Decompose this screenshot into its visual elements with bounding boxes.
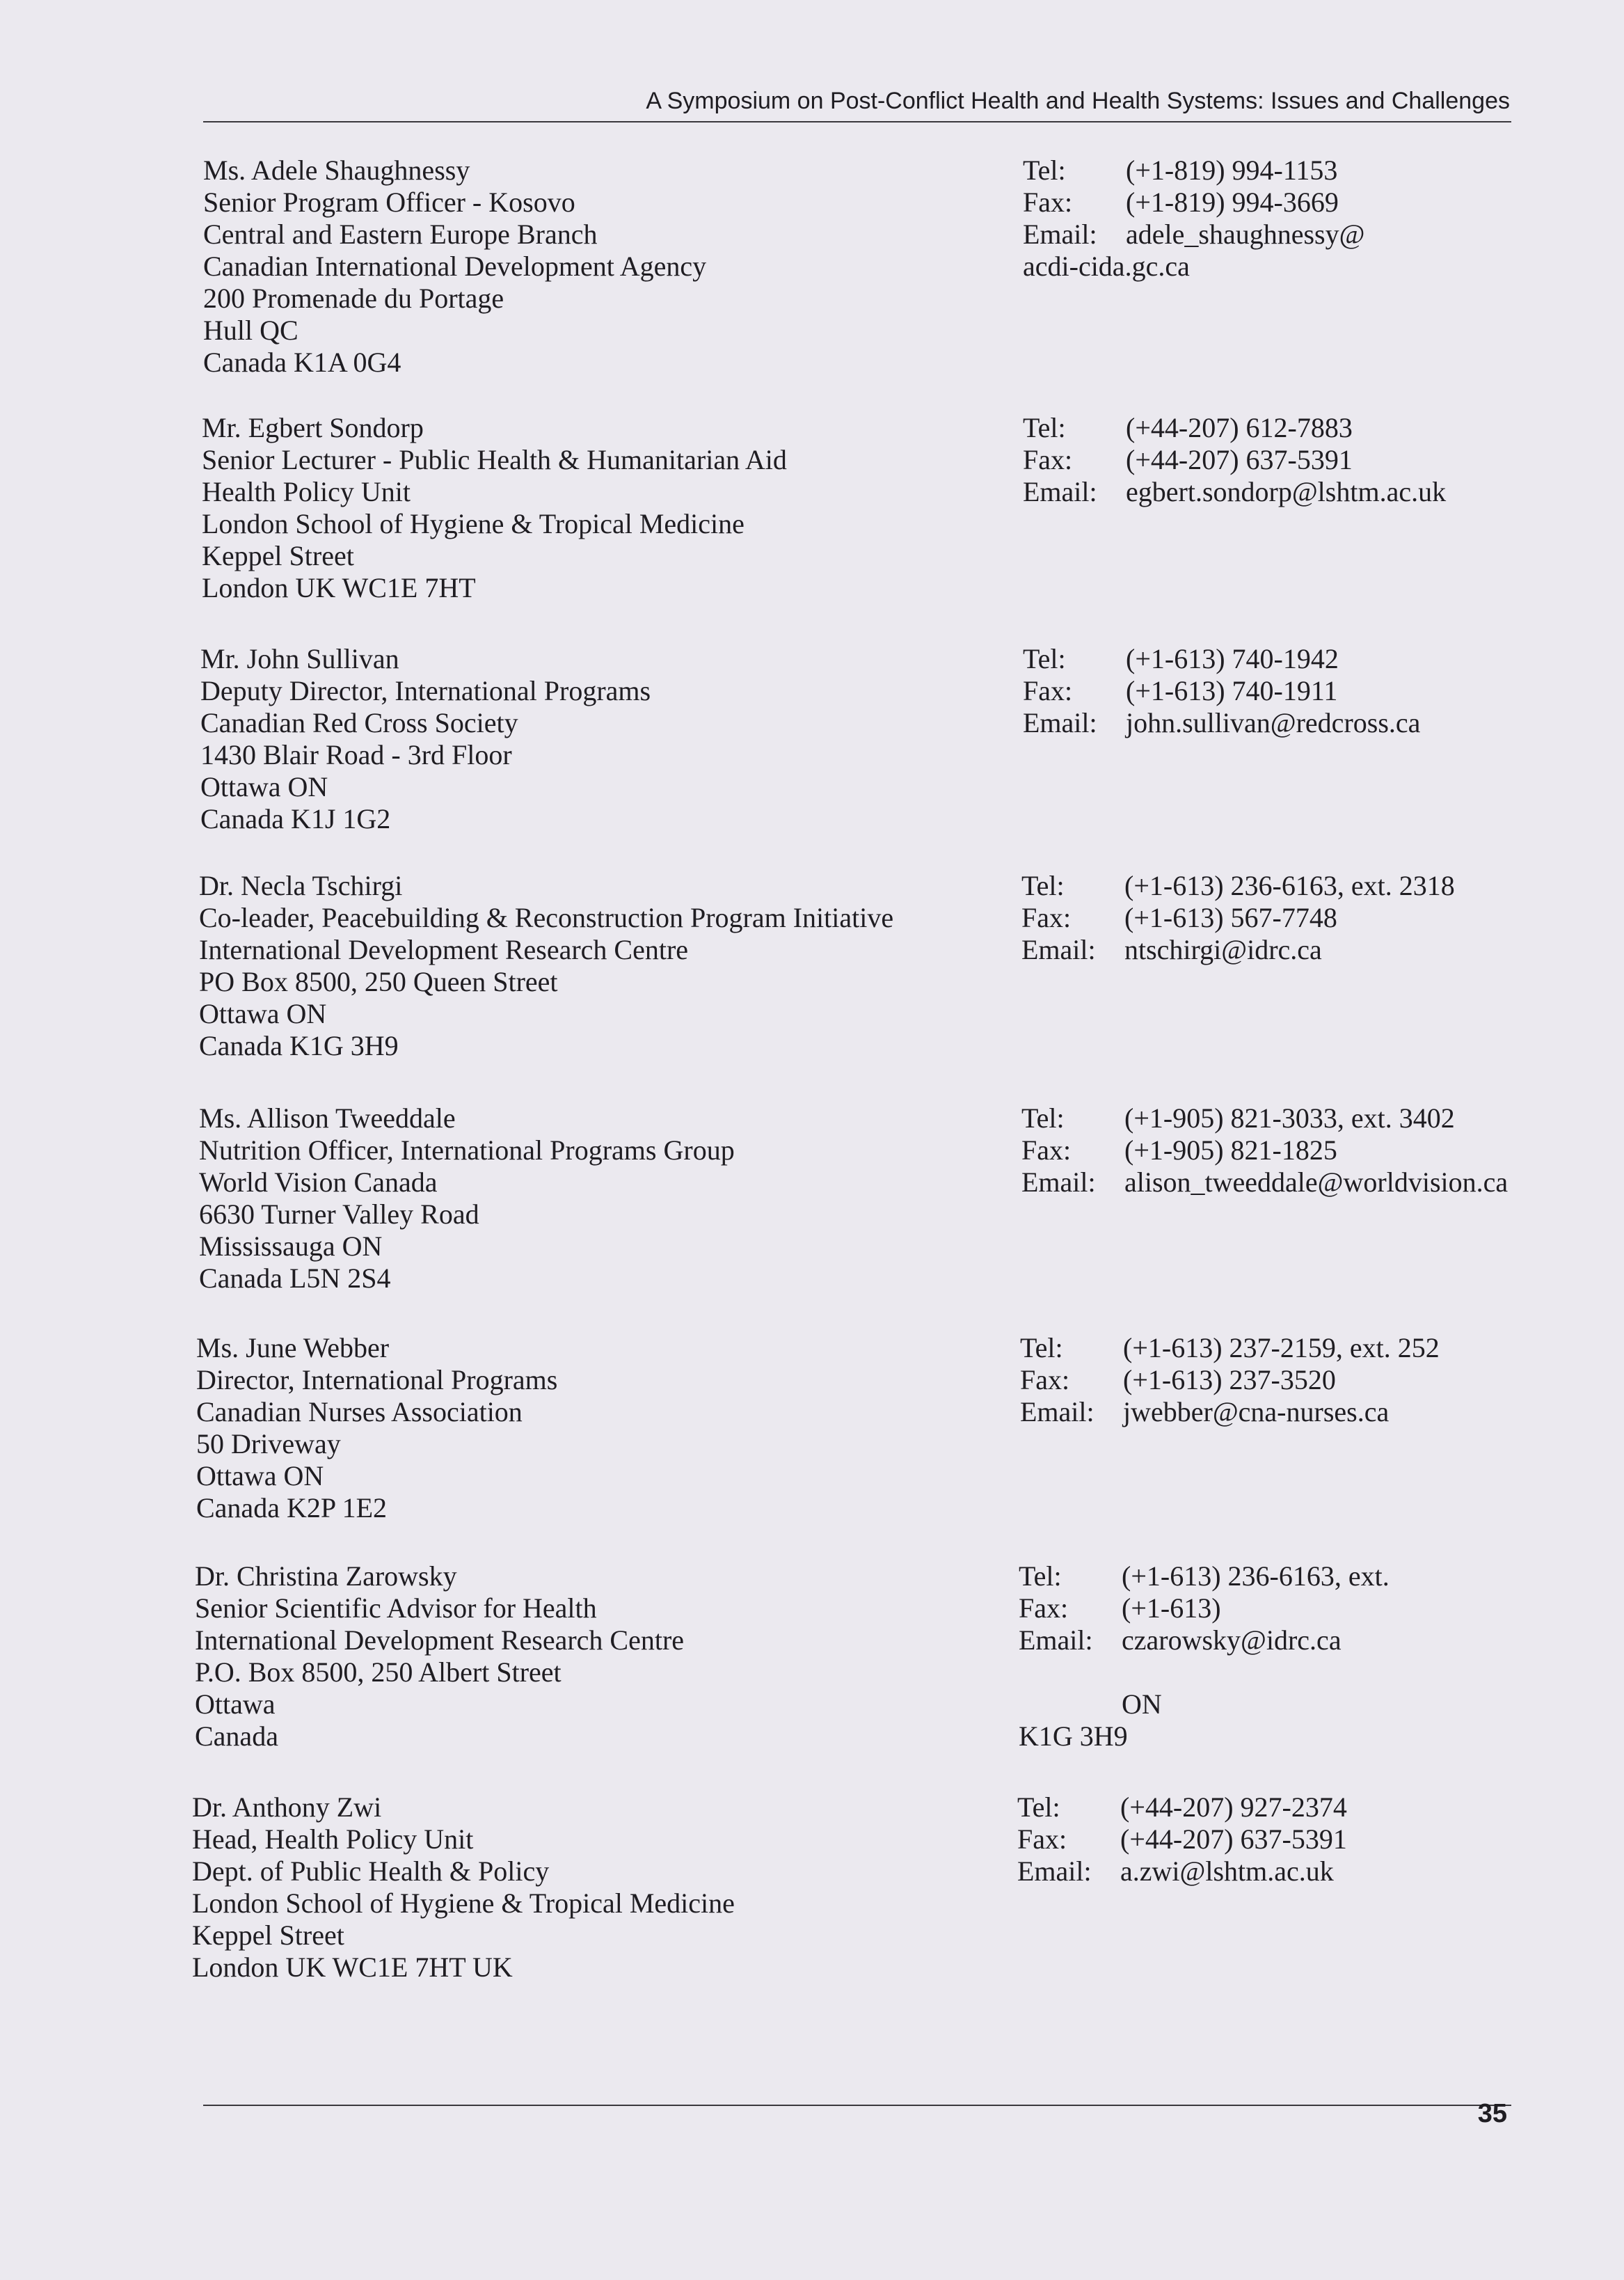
tel-label: Tel:	[1023, 155, 1066, 186]
tel-value: (+1-819) 994-1153	[1126, 155, 1338, 186]
contact-address	[199, 870, 893, 1062]
contact-address	[192, 1791, 735, 1984]
fax-value: (+1-613) 740-1911	[1126, 675, 1338, 706]
contact-name: Dr. Necla Tschirgi	[199, 870, 403, 901]
contact-address	[199, 1102, 735, 1295]
contact-address	[203, 155, 706, 379]
tel-label: Tel:	[1019, 1560, 1062, 1592]
contact-country: Canada K1J 1G2	[200, 803, 391, 834]
contact-city: London UK WC1E 7HT UK	[192, 1952, 513, 1983]
email-value: john.sullivan@redcross.ca	[1126, 707, 1421, 738]
contact-organization: London School of Hygiene & Tropical Medicine	[202, 508, 745, 539]
contact-unit: Dept. of Public Health & Policy	[192, 1855, 550, 1887]
email-continuation: acdi-cida.gc.ca	[1023, 251, 1190, 282]
contact-title: Deputy Director, International Programs	[200, 675, 651, 706]
contact-organization: Canadian Nurses Association	[196, 1396, 523, 1427]
tel-value: (+1-613) 237-2159, ext. 252	[1123, 1332, 1440, 1363]
running-header: A Symposium on Post-Conflict Health and Health Systems: Issues and Challenges	[646, 88, 1510, 114]
email-label: Email:	[1020, 1396, 1094, 1427]
tel-label: Tel:	[1020, 1332, 1063, 1363]
contact-organization: Canadian Red Cross Society	[200, 707, 518, 738]
contact-street: Keppel Street	[192, 1919, 344, 1951]
email-label: Email:	[1023, 476, 1097, 507]
email-value: jwebber@cna-nurses.ca	[1123, 1396, 1390, 1427]
contact-street: 1430 Blair Road - 3rd Floor	[200, 739, 512, 770]
fax-value: (+1-613) 237-3520	[1123, 1364, 1336, 1395]
email-label: Email:	[1023, 219, 1097, 250]
page-number: 35	[1477, 2099, 1507, 2128]
contact-organization: International Development Research Centre	[199, 934, 689, 965]
tel-value: (+44-207) 927-2374	[1120, 1791, 1347, 1823]
contact-name: Ms. Adele Shaughnessy	[203, 155, 470, 186]
fax-label: Fax:	[1021, 902, 1072, 933]
fax-value: (+1-905) 821-1825	[1124, 1134, 1337, 1166]
contact-details	[1021, 870, 1455, 966]
fax-value: (+1-819) 994-3669	[1126, 187, 1339, 218]
contact-country: Canada L5N 2S4	[199, 1262, 391, 1294]
email-value: czarowsky@idrc.ca	[1122, 1624, 1342, 1656]
contact-street: Keppel Street	[202, 540, 354, 571]
fax-label: Fax:	[1023, 187, 1073, 218]
province-fragment: ON	[1122, 1688, 1162, 1720]
fax-label: Fax:	[1023, 675, 1073, 706]
fax-label: Fax:	[1017, 1823, 1067, 1855]
contact-details	[1020, 1332, 1440, 1428]
contact-details	[1017, 1791, 1347, 1887]
tel-label: Tel:	[1023, 412, 1066, 443]
tel-value: (+1-613) 236-6163, ext.	[1122, 1560, 1390, 1592]
fax-label: Fax:	[1021, 1134, 1072, 1166]
contact-title: Senior Program Officer - Kosovo	[203, 187, 575, 218]
fax-value: (+1-613) 567-7748	[1124, 902, 1337, 933]
contact-country: Canada K2P 1E2	[196, 1492, 388, 1523]
email-label: Email:	[1021, 1166, 1096, 1198]
email-label: Email:	[1019, 1624, 1093, 1656]
contact-title: Head, Health Policy Unit	[192, 1823, 474, 1855]
fax-label: Fax:	[1019, 1592, 1069, 1624]
contact-address	[195, 1560, 684, 1752]
footer-rule	[203, 2105, 1511, 2106]
contact-title: Director, International Programs	[196, 1364, 558, 1395]
contact-organization: World Vision Canada	[199, 1166, 438, 1198]
contact-title: Nutrition Officer, International Programs Group	[199, 1134, 735, 1166]
email-label: Email:	[1021, 934, 1096, 965]
contact-city: Ottawa ON	[196, 1460, 324, 1491]
contact-details	[1021, 1102, 1508, 1198]
fax-label: Fax:	[1023, 444, 1073, 475]
contact-street: 6630 Turner Valley Road	[199, 1198, 479, 1230]
contact-country: Canada	[195, 1720, 278, 1752]
contact-details	[1023, 412, 1446, 508]
contact-city: Ottawa	[195, 1688, 276, 1720]
email-label: Email:	[1023, 707, 1097, 738]
tel-value: (+1-613) 236-6163, ext. 2318	[1124, 870, 1455, 901]
contact-city: Hull QC	[203, 315, 298, 346]
fax-label: Fax:	[1020, 1364, 1070, 1395]
contact-city: Mississauga ON	[199, 1230, 383, 1262]
contact-details	[1023, 155, 1364, 283]
fax-value: (+1-613)	[1122, 1592, 1221, 1624]
contact-street: 200 Promenade du Portage	[203, 283, 504, 314]
contact-name: Ms. Allison Tweeddale	[199, 1102, 456, 1134]
contact-name: Mr. John Sullivan	[200, 643, 399, 674]
contact-organization: London School of Hygiene & Tropical Medicine	[192, 1887, 735, 1919]
email-value: alison_tweeddale@worldvision.ca	[1124, 1166, 1508, 1198]
contact-unit: Health Policy Unit	[202, 476, 411, 507]
email-label: Email:	[1017, 1855, 1092, 1887]
contact-country: Canada K1A 0G4	[203, 347, 401, 378]
contact-title: Senior Scientific Advisor for Health	[195, 1592, 597, 1624]
email-value: ntschirgi@idrc.ca	[1124, 934, 1322, 965]
contact-country: Canada K1G 3H9	[199, 1030, 399, 1061]
contact-details	[1019, 1560, 1390, 1752]
contact-unit: Central and Eastern Europe Branch	[203, 219, 598, 250]
tel-label: Tel:	[1021, 870, 1065, 901]
postal-code-fragment: K1G 3H9	[1019, 1720, 1128, 1752]
contact-address	[202, 412, 787, 604]
contact-name: Ms. June Webber	[196, 1332, 390, 1363]
tel-label: Tel:	[1017, 1791, 1060, 1823]
contact-name: Dr. Christina Zarowsky	[195, 1560, 457, 1592]
contact-title: Co-leader, Peacebuilding & Reconstruction Program Initiative	[199, 902, 894, 933]
email-value: adele_shaughnessy@	[1126, 219, 1365, 250]
tel-label: Tel:	[1023, 643, 1066, 674]
contact-city: Ottawa ON	[199, 998, 327, 1029]
contact-street: P.O. Box 8500, 250 Albert Street	[195, 1656, 562, 1688]
header-rule	[203, 121, 1511, 122]
fax-value: (+44-207) 637-5391	[1126, 444, 1353, 475]
contact-city: Ottawa ON	[200, 771, 328, 802]
email-value: a.zwi@lshtm.ac.uk	[1120, 1855, 1334, 1887]
email-value: egbert.sondorp@lshtm.ac.uk	[1126, 476, 1447, 507]
contact-organization: Canadian International Development Agency	[203, 251, 707, 282]
contact-name: Mr. Egbert Sondorp	[202, 412, 424, 443]
tel-label: Tel:	[1021, 1102, 1065, 1134]
contact-name: Dr. Anthony Zwi	[192, 1791, 382, 1823]
tel-value: (+1-613) 740-1942	[1126, 643, 1339, 674]
contact-city: London UK WC1E 7HT	[202, 572, 476, 603]
contact-organization: International Development Research Centre	[195, 1624, 685, 1656]
contact-street: 50 Driveway	[196, 1428, 341, 1459]
contact-details	[1023, 643, 1420, 739]
contact-address	[200, 643, 651, 835]
tel-value: (+1-905) 821-3033, ext. 3402	[1124, 1102, 1455, 1134]
contact-street: PO Box 8500, 250 Queen Street	[199, 966, 558, 997]
contact-address	[196, 1332, 557, 1524]
tel-value: (+44-207) 612-7883	[1126, 412, 1353, 443]
fax-value: (+44-207) 637-5391	[1120, 1823, 1347, 1855]
contact-title: Senior Lecturer - Public Health & Humanitarian Aid	[202, 444, 787, 475]
